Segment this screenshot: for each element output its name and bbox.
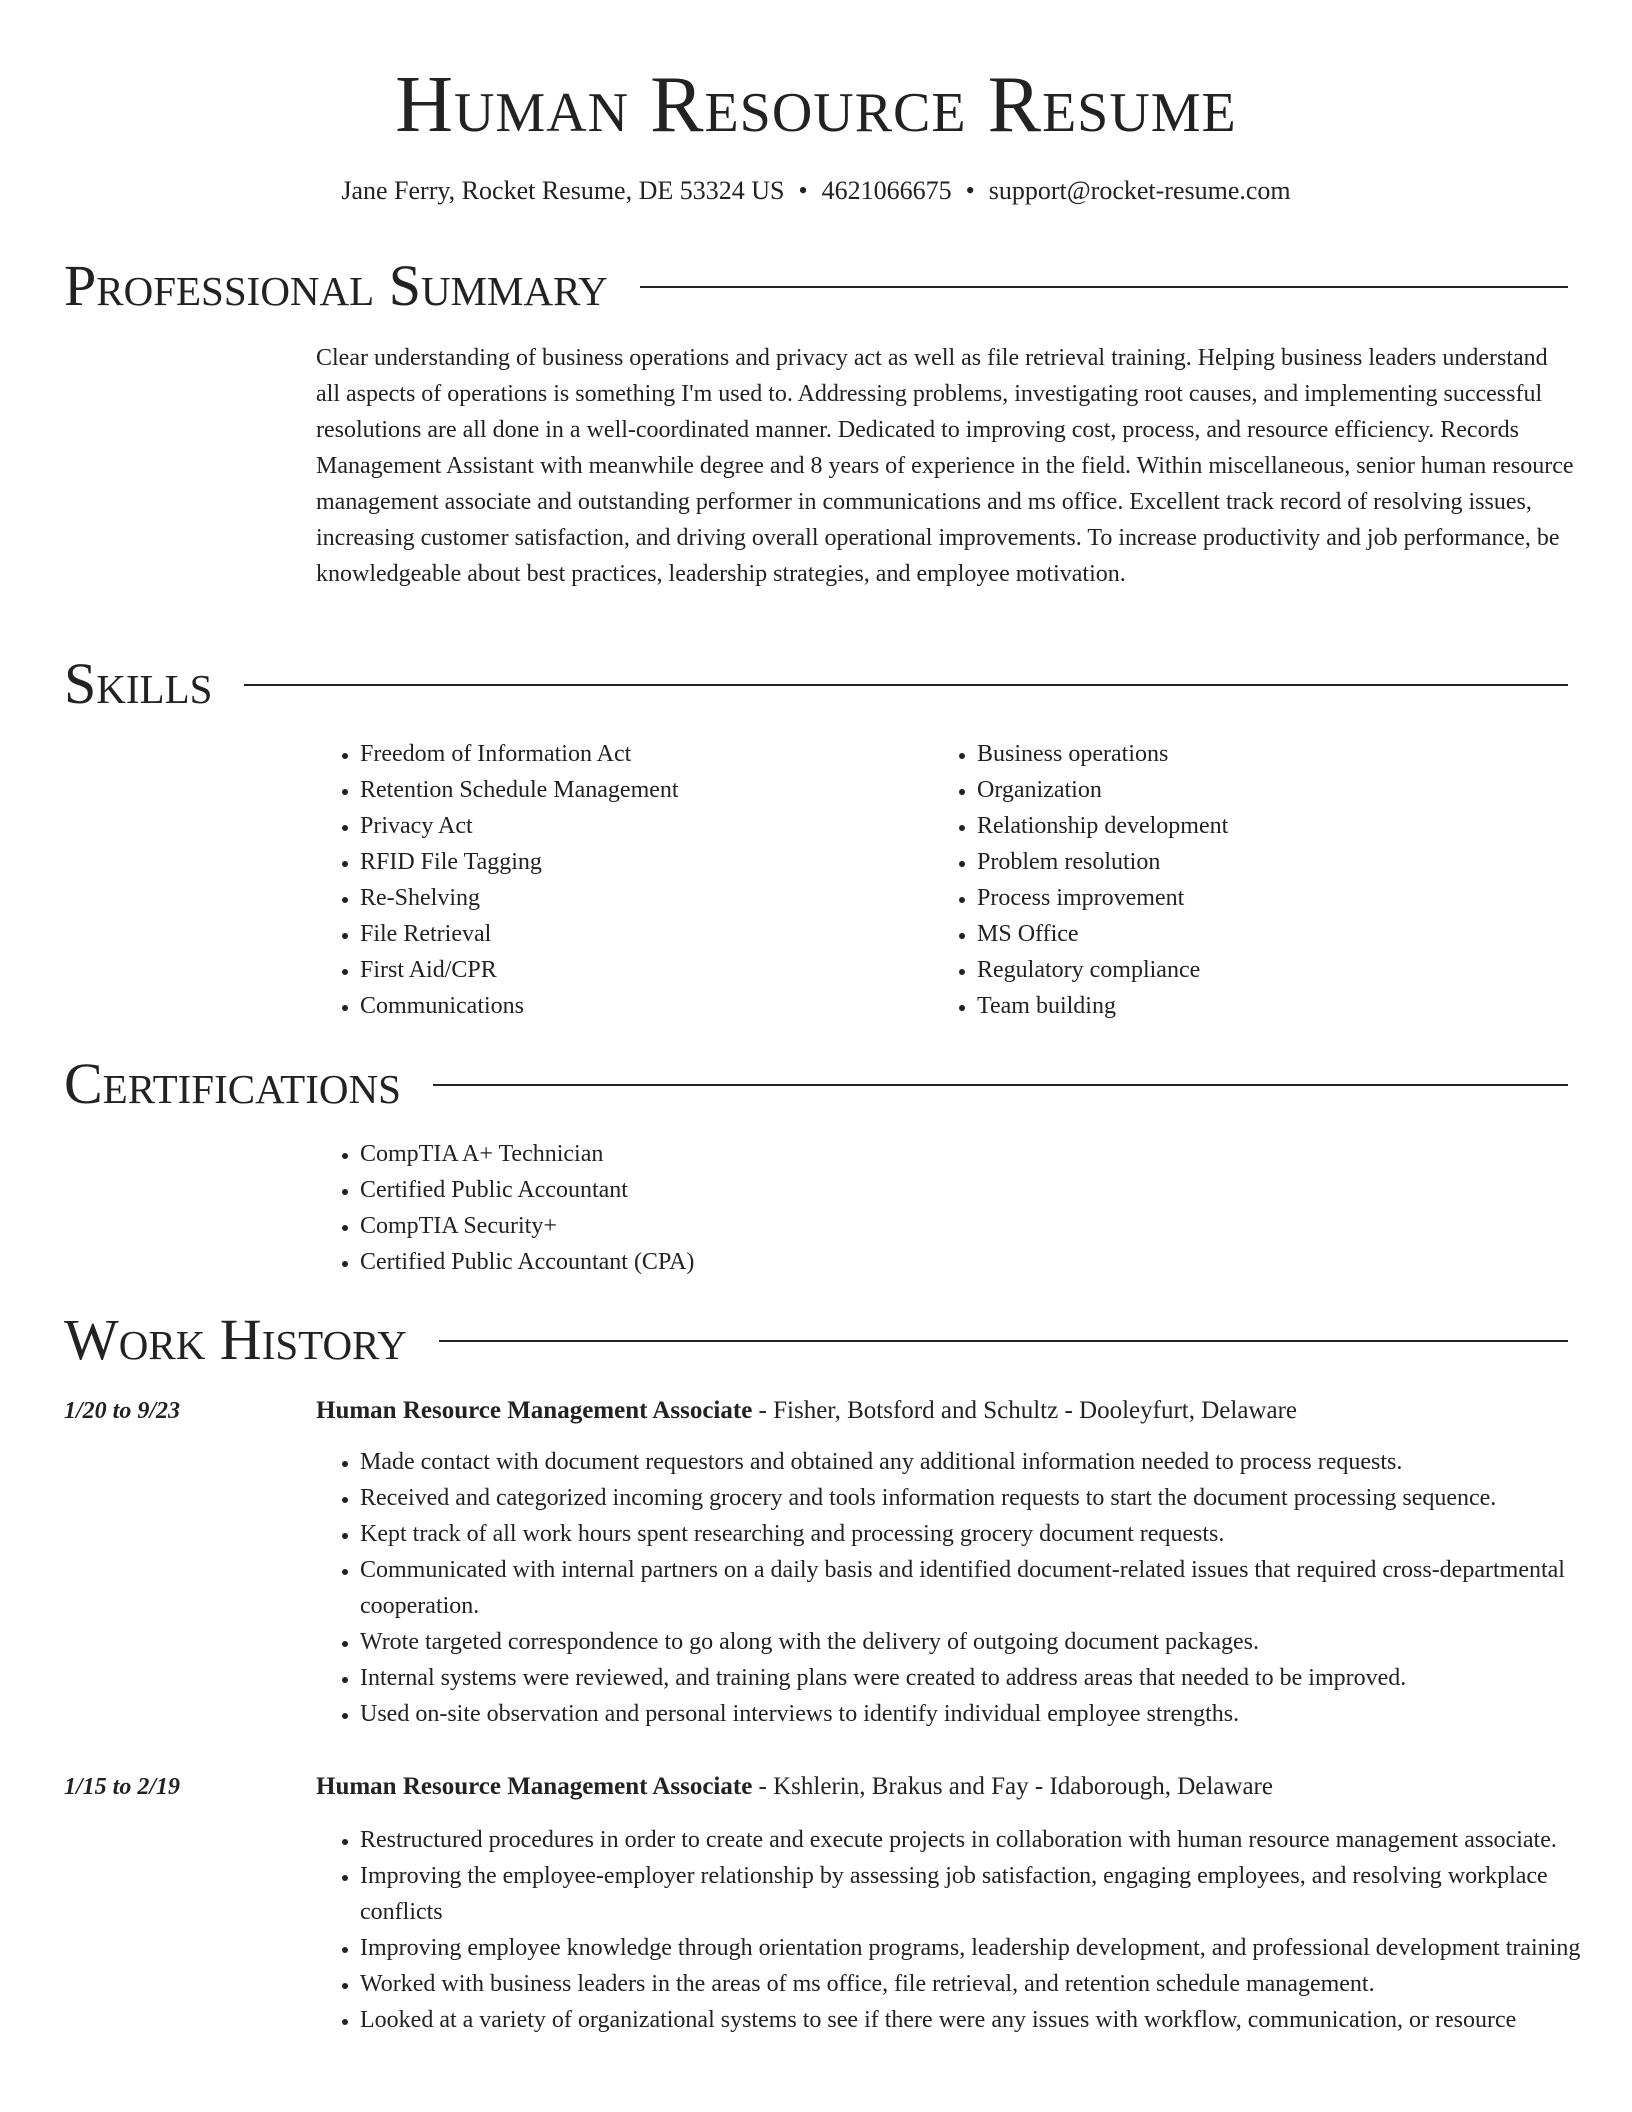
summary-heading: Professional Summary xyxy=(64,253,608,318)
job-bullet: • Improving employee knowledge through orientation programs, leadership development, and professional development training xyxy=(360,1930,1620,1966)
skill-item: • Business operations xyxy=(977,736,1617,772)
section-divider xyxy=(439,1340,1568,1342)
job-employer-location: - Kshlerin, Brakus and Fay - Idaborough, Delaware xyxy=(752,1773,1273,1800)
job-dates: 1/20 to 9/23 xyxy=(64,1398,181,1424)
job-bullet: • Internal systems were reviewed, and training plans were created to address areas that needed to be improved. xyxy=(360,1660,1620,1696)
job-bullet: • Received and categorized incoming grocery and tools information requests to start the document processing sequence. xyxy=(360,1480,1620,1516)
job-role: Human Resource Management Associate xyxy=(316,1773,753,1800)
job-bullets xyxy=(316,1444,1620,1732)
job-bullet: • Communicated with internal partners on a daily basis and identified document-related issues that required cross-departmental cooperation. xyxy=(360,1552,1620,1624)
contact-address: Jane Ferry, Rocket Resume, DE 53324 US xyxy=(341,176,785,205)
skill-item: • Team building xyxy=(977,988,1617,1024)
summary-text: Clear understanding of business operations and privacy act as well as file retrieval training. Helping business leaders understand all aspects of operations is something I'm used to. Addressing problems, investigating root causes, and implementing successful resolutions are all done in a well-coordinated manner. Dedicated to improving cost, process, and resource efficiency. Records Management Assistant with meanwhile degree and 8 years of experience in the field. Within miscellaneous, senior human resource management associate and outstanding performer in communications and ms office. Excellent track record of resolving issues, increasing customer satisfaction, and driving overall operational improvements. To increase productivity and job performance, be knowledgeable about best practices, leadership strategies, and employee motivation. xyxy=(316,345,1574,587)
skill-item: • Freedom of Information Act xyxy=(360,736,932,772)
certifications-section-header xyxy=(64,1052,1568,1116)
skills-section-header xyxy=(64,652,1568,716)
skill-item: • Organization xyxy=(977,772,1617,808)
skill-item: • Re-Shelving xyxy=(360,880,932,916)
skill-item: • Privacy Act xyxy=(360,808,932,844)
summary-section-header xyxy=(64,254,1568,318)
skill-item: • File Retrieval xyxy=(360,916,932,952)
skill-item: • Relationship development xyxy=(977,808,1617,844)
contact-line xyxy=(0,174,1632,208)
job-bullets xyxy=(316,1822,1620,2038)
job-bullet: • Used on-site observation and personal interviews to identify individual employee strengths. xyxy=(360,1696,1620,1732)
job-title-line xyxy=(316,1393,1576,1429)
certification-item: • CompTIA Security+ xyxy=(360,1208,1620,1244)
skill-item: • First Aid/CPR xyxy=(360,952,932,988)
section-divider xyxy=(244,684,1568,686)
work-history-heading: Work History xyxy=(64,1307,407,1372)
certification-item: • Certified Public Accountant xyxy=(360,1172,1620,1208)
section-divider xyxy=(433,1084,1568,1086)
certifications-list xyxy=(316,1136,1620,1280)
job-bullet: • Kept track of all work hours spent researching and processing grocery document requests. xyxy=(360,1516,1620,1552)
skill-item: • RFID File Tagging xyxy=(360,844,932,880)
skill-item: • MS Office xyxy=(977,916,1617,952)
skill-item: • Communications xyxy=(360,988,932,1024)
skills-list-right xyxy=(933,736,1617,1024)
job-dates: 1/15 to 2/19 xyxy=(64,1774,181,1800)
contact-separator: • xyxy=(965,176,975,205)
job-employer-location: - Fisher, Botsford and Schultz - Dooleyfurt, Delaware xyxy=(752,1397,1297,1424)
skill-item: • Problem resolution xyxy=(977,844,1617,880)
resume-title: Human Resource Resume xyxy=(395,61,1237,149)
skill-item: • Regulatory compliance xyxy=(977,952,1617,988)
job-title-line xyxy=(316,1769,1576,1805)
job-bullet: • Looked at a variety of organizational systems to see if there were any issues with workflow, communication, or resource xyxy=(360,2002,1620,2038)
job-bullet: • Worked with business leaders in the areas of ms office, file retrieval, and retention schedule management. xyxy=(360,1966,1620,2002)
job-bullet: • Made contact with document requestors and obtained any additional information needed to process requests. xyxy=(360,1444,1620,1480)
skill-item: • Process improvement xyxy=(977,880,1617,916)
skills-heading: Skills xyxy=(64,651,213,716)
contact-email: support@rocket-resume.com xyxy=(988,176,1291,205)
skills-list-left xyxy=(316,736,932,1024)
certifications-heading: Certifications xyxy=(64,1051,401,1116)
certification-item: • CompTIA A+ Technician xyxy=(360,1136,1620,1172)
skill-item: • Retention Schedule Management xyxy=(360,772,932,808)
work-history-section-header xyxy=(64,1308,1568,1372)
contact-phone: 4621066675 xyxy=(821,176,952,205)
contact-separator: • xyxy=(798,176,808,205)
job-bullet: • Wrote targeted correspondence to go along with the delivery of outgoing document packages. xyxy=(360,1624,1620,1660)
certification-item: • Certified Public Accountant (CPA) xyxy=(360,1244,1620,1280)
section-divider xyxy=(640,286,1568,288)
job-bullet: • Improving the employee-employer relationship by assessing job satisfaction, engaging employees, and resolving workplace conflicts xyxy=(360,1858,1620,1930)
job-role: Human Resource Management Associate xyxy=(316,1397,753,1424)
job-bullet: • Restructured procedures in order to create and execute projects in collaboration with human resource management associate. xyxy=(360,1822,1620,1858)
